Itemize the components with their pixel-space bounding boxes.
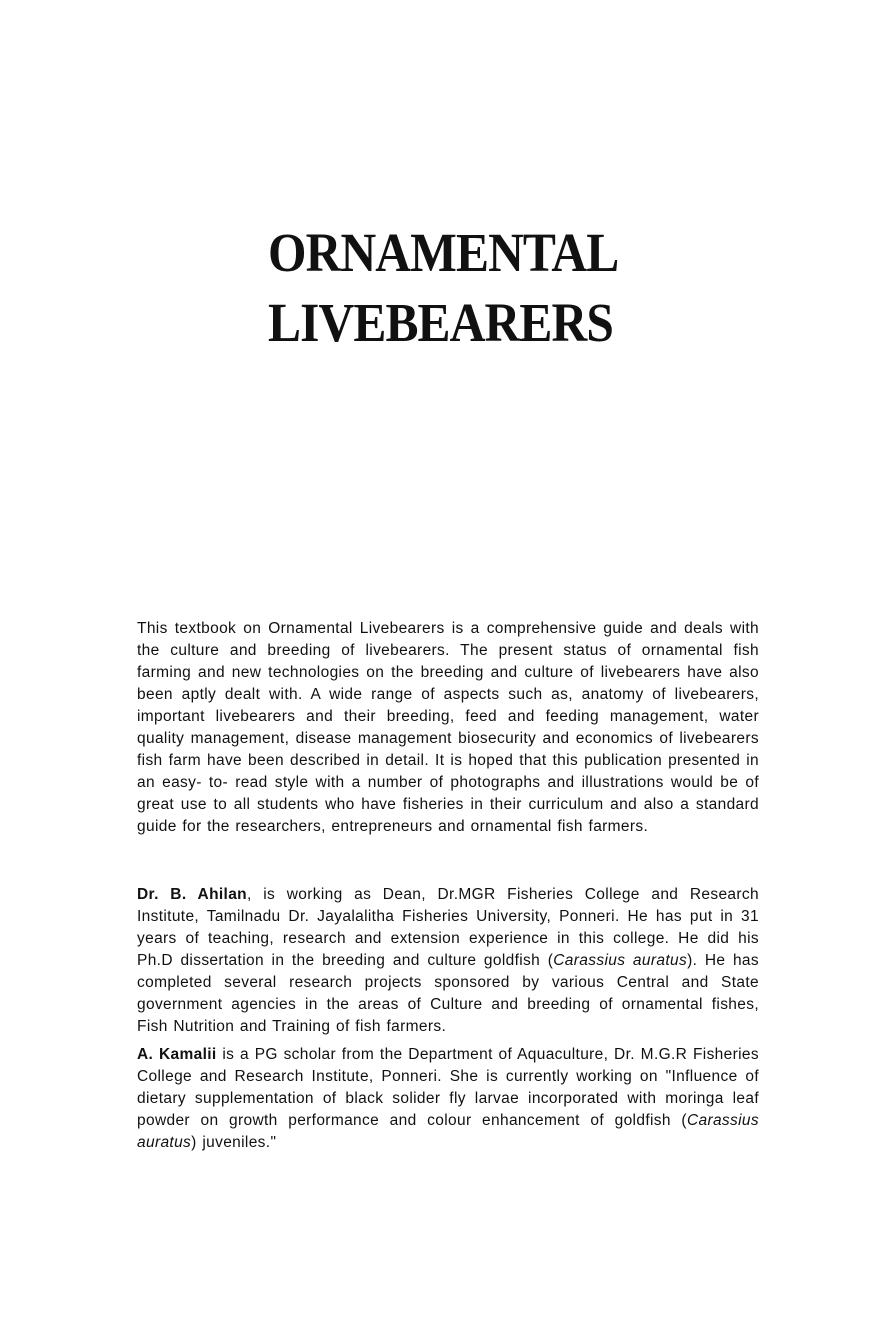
book-title	[268, 218, 646, 358]
species-name: Carassius auratus	[553, 952, 688, 969]
author-bio-ahilan	[137, 884, 759, 1038]
author-bio-text: , is working as Dean, Dr.MGR Fisheries College and Research Institute, Tamilnadu Dr. Jayalalitha Fisheries University, Ponneri. He has put in 31 years of teaching, research and extension experience in this college. He did his Ph.D dissertation in the breeding and culture goldfish (	[137, 886, 759, 969]
species-name: Carassius auratus	[137, 1112, 759, 1151]
author-bio-text: is a PG scholar from the Department of Aquaculture, Dr. M.G.R Fisheries College and Research Institute, Ponneri. She is currently working on "Influence of dietary supplementation of black solider fly larvae incorporated with moringa leaf powder on growth performance and colour enhancement of goldfish (	[137, 1046, 759, 1129]
author-bio-kamalii	[137, 1044, 759, 1154]
author-name-ahilan: Dr. B. Ahilan	[137, 886, 247, 903]
author-name-kamalii: A. Kamalii	[137, 1046, 217, 1063]
author-bio-text: ). He has completed several research projects sponsored by various Central and State government agencies in the areas of Culture and breeding of ornamental fishes, Fish Nutrition and Training of fish farmers.	[137, 952, 759, 1035]
author-bio-text: ) juveniles."	[191, 1134, 277, 1151]
book-title-line-2: LIVEBEARERS	[268, 292, 613, 353]
book-description: This textbook on Ornamental Livebearers is a comprehensive guide and deals with the culture and breeding of livebearers. The present status of ornamental fish farming and new technologies on the breeding and culture of livebearers have also been aptly dealt with. A wide range of aspects such as, anatomy of livebearers, important livebearers and their breeding, feed and feeding management, water quality management, disease management biosecurity and economics of livebearers fish farm have been described in detail. It is hoped that this publication presented in an easy- to- read style with a number of photographs and illustrations would be of great use to all students who have fisheries in their curriculum and also a standard guide for the researchers, entrepreneurs and ornamental fish farmers.	[137, 620, 759, 835]
book-title-line-1: ORNAMENTAL	[268, 222, 619, 283]
